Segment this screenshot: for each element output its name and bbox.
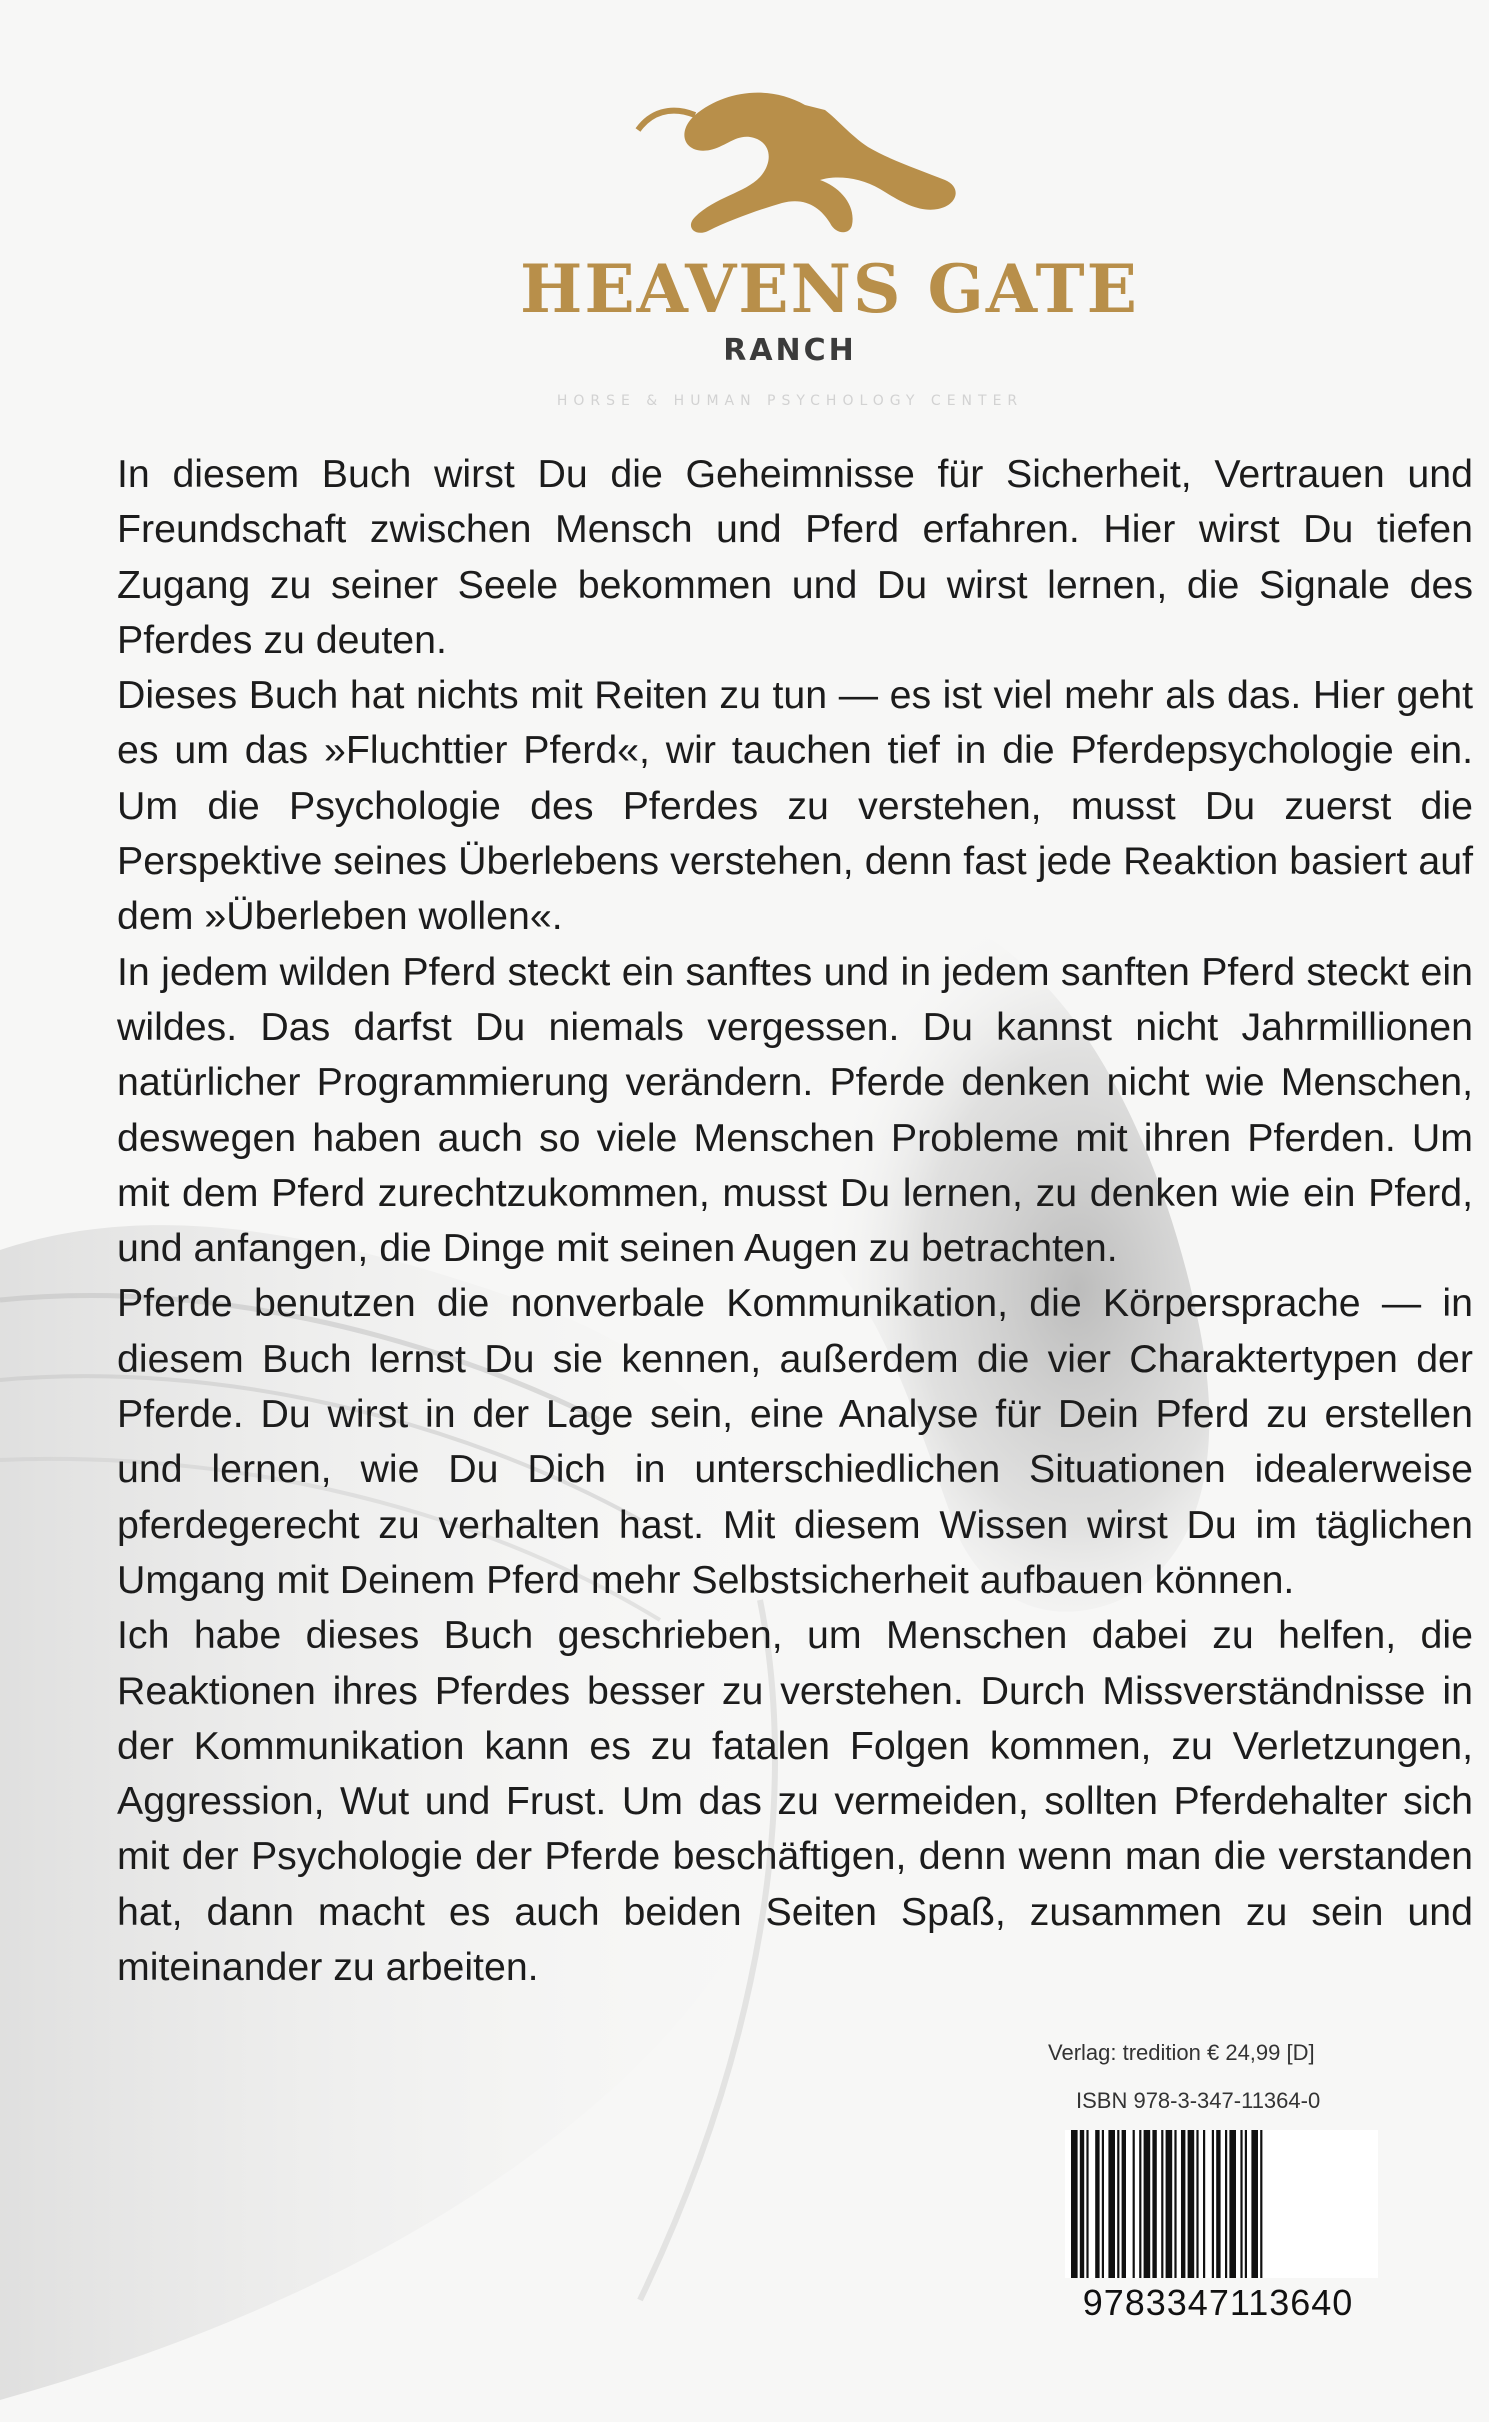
isbn: ISBN 978-3-347-11364-0	[1076, 2088, 1321, 2113]
paragraph-1: In diesem Buch wirst Du die Geheimnisse für Sicherheit, Vertrauen und Freundschaft zwischen Mensch und Pferd erfahren. Hier wirst Du tiefen Zugang zu seiner Seele bekommen und Du wirst lernen, die Signale des Pferdes zu deuten.	[117, 452, 1473, 662]
paragraph-5: Ich habe dieses Buch geschrieben, um Menschen dabei zu helfen, die Reaktionen ihres Pferdes besser zu verstehen. Durch Missverständnisse in der Kommunikation kann es zu fatalen Folgen kommen, zu Verletzungen, Aggression, Wut und Frust. Um das zu vermeiden, sollten Pferdehalter sich mit der Psychologie der Pferde beschäftigen, denn wenn man die verstanden hat, dann macht es auch beiden Seiten Spaß, zusammen zu sein und miteinander zu arbeiten.	[117, 1613, 1473, 1990]
paragraph-3: In jedem wilden Pferd steckt ein sanftes und in jedem sanften Pferd steckt ein wildes. Das darfst Du niemals vergessen. Du kannst nicht Jahrmillionen natürlicher Programmierung verändern. Pferde denken nicht wie Menschen, deswegen haben auch so viele Menschen Probleme mit ihren Pferden. Um mit dem Pferd zurechtzukommen, musst Du lernen, zu denken wie ein Pferd, und anfangen, die Dinge mit seinen Augen zu betrachten.	[117, 949, 1473, 1271]
barcode-bar	[1245, 2130, 1247, 2278]
barcode-bar	[1251, 2130, 1258, 2278]
logo-tagline: HORSE & HUMAN PSYCHOLOGY CENTER	[556, 393, 1024, 409]
paragraph-4: Pferde benutzen die nonverbale Kommunikation, die Körpersprache — in diesem Buch lernst Du sie kennen, außerdem die vier Charaktertypen der Pferde. Du wirst in der Lage sein, eine Analyse für Dein Pferd zu erstellen und lernen, wie Du Dich in unterschiedlichen Situationen idealerweise pferdegerecht zu verhalten hast. Mit diesem Wissen wirst Du im täglichen Umgang mit Deinem Pferd mehr Selbstsicherheit aufbauen können.	[117, 1281, 1473, 1602]
barcode-bar	[1260, 2130, 1262, 2278]
barcode-bar	[1212, 2130, 1214, 2278]
publisher-price: Verlag: tredition € 24,99 [D]	[1048, 2040, 1315, 2065]
barcode-bar	[1102, 2130, 1104, 2278]
barcode-bar	[1196, 2130, 1198, 2278]
barcode-bar	[1117, 2130, 1119, 2278]
barcode-bar	[1144, 2130, 1151, 2278]
barcode-bar	[1080, 2130, 1084, 2278]
barcode-bar	[1181, 2130, 1185, 2278]
barcode-bar	[1152, 2130, 1156, 2278]
barcode-bar	[1225, 2130, 1227, 2278]
barcode-bar	[1174, 2130, 1176, 2278]
barcode-bars	[1071, 2130, 1371, 2278]
ranch-logo	[520, 85, 1139, 415]
barcode-bar	[1188, 2130, 1195, 2278]
paragraph-2: Dieses Buch hat nichts mit Reiten zu tun — es ist viel mehr als das. Hier geht es um das »Fluchttier Pferd«, wir tauchen tief in die Pferdepsychologie ein. Um die Psychologie des Pferdes zu verstehen, musst Du zuerst die Perspektive seines Überlebens verstehen, denn fast jede Reaktion basiert auf dem »Überleben wollen«.	[117, 673, 1473, 939]
barcode-bar	[1086, 2130, 1088, 2278]
barcode-bar	[1203, 2130, 1205, 2278]
barcode	[1065, 2130, 1378, 2278]
barcode-bar	[1161, 2130, 1163, 2278]
barcode-bar	[1133, 2130, 1135, 2278]
barcode-digits: 9783347113640	[1082, 2282, 1354, 2323]
barcode-bar	[1108, 2130, 1115, 2278]
barcode-bar	[1166, 2130, 1173, 2278]
logo-title: HEAVENS GATE	[520, 250, 1139, 328]
blurb-text	[117, 447, 1473, 1995]
horse-icon	[520, 85, 1060, 255]
barcode-bar	[1095, 2130, 1099, 2278]
barcode-bar	[1229, 2130, 1236, 2278]
barcode-bar	[1139, 2130, 1141, 2278]
logo-ranch: RANCH	[723, 333, 857, 368]
barcode-bar	[1071, 2130, 1078, 2278]
barcode-bar	[1122, 2130, 1126, 2278]
barcode-bar	[1240, 2130, 1242, 2278]
barcode-bar	[1216, 2130, 1220, 2278]
